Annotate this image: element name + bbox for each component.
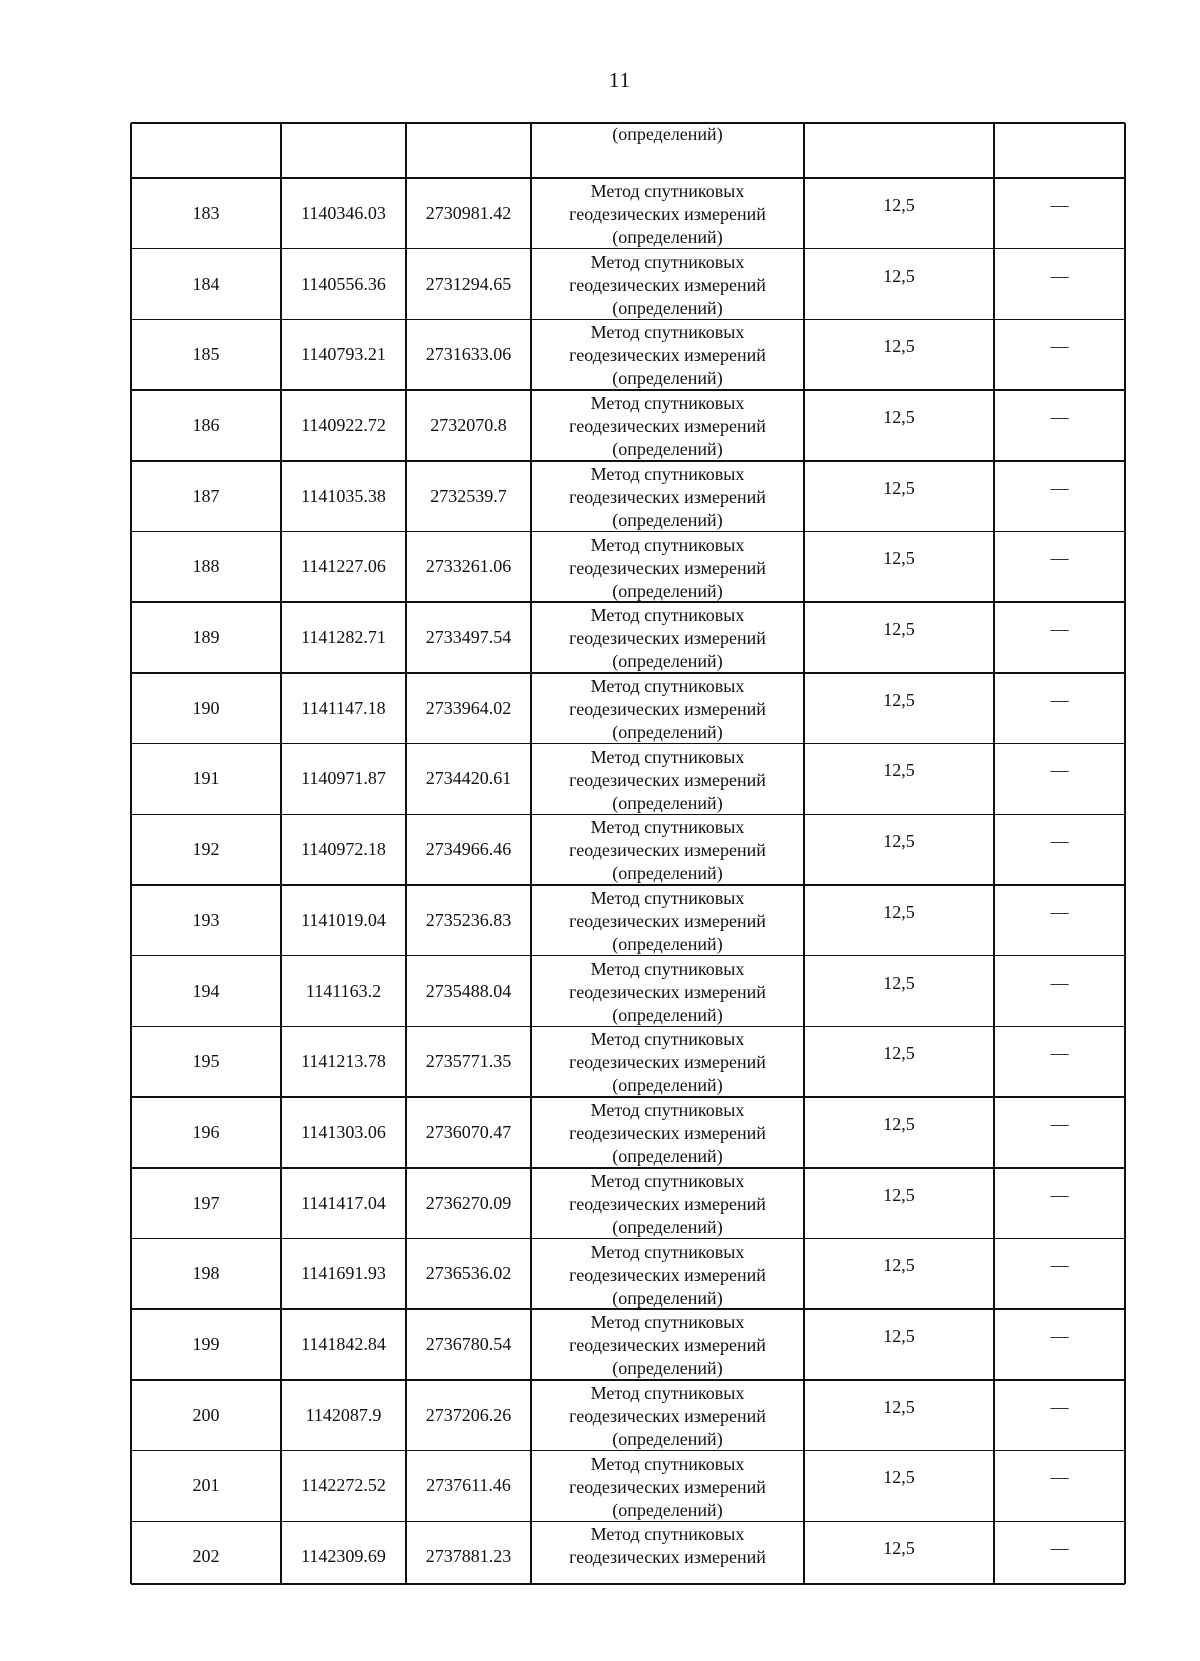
accuracy-cell: 12,5 bbox=[883, 406, 915, 427]
y-coordinate-cell: 2734420.61 bbox=[425, 768, 512, 789]
method-line: Метод спутниковых bbox=[590, 322, 745, 343]
accuracy-cell: 12,5 bbox=[883, 477, 915, 498]
y-coordinate-cell: 2736780.54 bbox=[425, 1334, 512, 1355]
note-cell: — bbox=[1050, 1326, 1069, 1347]
method-line: геодезических измерений bbox=[569, 1123, 766, 1144]
y-coordinate-cell: 2735771.35 bbox=[425, 1051, 512, 1072]
method-line: (определений) bbox=[612, 1499, 723, 1520]
x-coordinate-cell: 1141417.04 bbox=[301, 1192, 386, 1213]
method-line: Метод спутниковых bbox=[590, 605, 745, 626]
note-cell: — bbox=[1050, 1538, 1069, 1559]
y-coordinate-cell: 2737206.26 bbox=[425, 1404, 512, 1425]
method-line: Метод спутниковых bbox=[590, 746, 745, 767]
method-line: геодезических измерений bbox=[569, 345, 766, 366]
table-horizontal-rule bbox=[131, 122, 1125, 124]
x-coordinate-cell: 1141282.71 bbox=[301, 627, 386, 648]
method-line: геодезических измерений bbox=[569, 1335, 766, 1356]
table-horizontal-rule bbox=[131, 1583, 1125, 1585]
method-line: (определений) bbox=[612, 227, 723, 247]
method-line: Метод спутниковых bbox=[590, 1524, 745, 1545]
accuracy-cell: 12,5 bbox=[883, 265, 915, 286]
method-cell bbox=[531, 1523, 804, 1569]
accuracy-cell: 12,5 bbox=[883, 1043, 915, 1064]
note-cell: — bbox=[1050, 760, 1069, 781]
method-line: геодезических измерений bbox=[569, 1405, 766, 1426]
method-line: (определений) bbox=[612, 1216, 723, 1237]
accuracy-cell: 12,5 bbox=[883, 972, 915, 993]
method-line: (определений) bbox=[612, 368, 723, 389]
method-line: (определений) bbox=[612, 297, 723, 318]
y-coordinate-cell: 2733261.06 bbox=[425, 556, 512, 577]
accuracy-cell: 12,5 bbox=[883, 336, 915, 357]
method-line: (определений) bbox=[612, 1428, 723, 1449]
accuracy-cell: 12,5 bbox=[883, 1113, 915, 1134]
method-line: (определений) bbox=[612, 1146, 723, 1167]
method-line: Метод спутниковых bbox=[590, 1170, 745, 1191]
note-cell: — bbox=[1050, 1113, 1069, 1134]
coordinates-table bbox=[131, 123, 1125, 1584]
point-number-cell: 200 bbox=[192, 1404, 220, 1425]
method-cell bbox=[531, 392, 804, 461]
x-coordinate-cell: 1140556.36 bbox=[301, 273, 386, 294]
accuracy-cell: 12,5 bbox=[883, 1396, 915, 1417]
note-cell: — bbox=[1050, 972, 1069, 993]
method-cell bbox=[531, 675, 804, 744]
method-line: (определений) bbox=[612, 509, 723, 530]
point-number-cell: 185 bbox=[192, 344, 220, 365]
note-cell: — bbox=[1050, 1184, 1069, 1205]
method-cell bbox=[531, 321, 804, 390]
point-number-cell: 197 bbox=[192, 1192, 220, 1213]
point-number-cell: 188 bbox=[192, 556, 220, 577]
y-coordinate-cell: 2733964.02 bbox=[425, 697, 512, 718]
point-number-cell: 194 bbox=[192, 980, 220, 1001]
point-number-cell: 201 bbox=[192, 1475, 220, 1496]
accuracy-cell: 12,5 bbox=[883, 760, 915, 781]
method-line: (определений) bbox=[612, 580, 723, 601]
x-coordinate-cell: 1141227.06 bbox=[301, 556, 386, 577]
x-coordinate-cell: 1141213.78 bbox=[301, 1051, 386, 1072]
method-line: Метод спутниковых bbox=[590, 817, 745, 838]
method-line: геодезических измерений bbox=[569, 1052, 766, 1073]
method-line: (определений) bbox=[612, 934, 723, 954]
method-line: Метод спутниковых bbox=[590, 888, 745, 908]
note-cell: — bbox=[1050, 619, 1069, 640]
point-number-cell: 187 bbox=[192, 485, 220, 506]
x-coordinate-cell: 1140346.03 bbox=[301, 202, 386, 223]
point-number-cell: 189 bbox=[192, 627, 220, 648]
note-cell: — bbox=[1050, 194, 1069, 215]
x-coordinate-cell: 1141842.84 bbox=[301, 1334, 386, 1355]
table-horizontal-rule bbox=[131, 177, 1125, 179]
method-line: Метод спутниковых bbox=[590, 1453, 745, 1474]
y-coordinate-cell: 2734966.46 bbox=[425, 839, 512, 860]
y-coordinate-cell: 2737611.46 bbox=[426, 1475, 511, 1496]
method-line: Метод спутниковых bbox=[590, 1382, 745, 1403]
point-number-cell: 196 bbox=[192, 1121, 220, 1142]
method-line: (определений) bbox=[612, 1287, 723, 1308]
method-line: Метод спутниковых bbox=[590, 181, 745, 201]
x-coordinate-cell: 1141019.04 bbox=[301, 909, 386, 930]
method-cell-continuation: (определений) bbox=[612, 124, 723, 144]
method-line: геодезических измерений bbox=[569, 557, 766, 578]
x-coordinate-cell: 1142272.52 bbox=[301, 1475, 386, 1496]
accuracy-cell: 12,5 bbox=[883, 1538, 915, 1559]
method-line: геодезических измерений bbox=[569, 840, 766, 861]
accuracy-cell: 12,5 bbox=[883, 901, 915, 922]
note-cell: — bbox=[1050, 689, 1069, 710]
method-line: Метод спутниковых bbox=[590, 1312, 745, 1333]
method-line: (определений) bbox=[612, 721, 723, 742]
method-line: (определений) bbox=[612, 1075, 723, 1096]
y-coordinate-cell: 2736270.09 bbox=[425, 1192, 512, 1213]
note-cell: — bbox=[1050, 336, 1069, 357]
method-cell bbox=[531, 746, 804, 815]
y-coordinate-cell: 2733497.54 bbox=[425, 627, 512, 648]
note-cell: — bbox=[1050, 901, 1069, 922]
x-coordinate-cell: 1141147.18 bbox=[301, 697, 386, 718]
y-coordinate-cell: 2730981.42 bbox=[425, 202, 512, 223]
method-line: (определений) bbox=[612, 1004, 723, 1025]
point-number-cell: 190 bbox=[192, 697, 220, 718]
y-coordinate-cell: 2731294.65 bbox=[425, 273, 512, 294]
page-number: 11 bbox=[608, 68, 632, 92]
method-line: (определений) bbox=[612, 792, 723, 813]
point-number-cell: 191 bbox=[192, 768, 220, 789]
x-coordinate-cell: 1141691.93 bbox=[301, 1263, 386, 1284]
method-line: Метод спутниковых bbox=[590, 1029, 745, 1050]
method-cell bbox=[531, 180, 804, 249]
point-number-cell: 202 bbox=[192, 1546, 220, 1567]
method-cell bbox=[531, 1028, 804, 1097]
accuracy-cell: 12,5 bbox=[883, 619, 915, 640]
method-cell bbox=[531, 534, 804, 603]
point-number-cell: 183 bbox=[192, 202, 220, 223]
method-cell bbox=[531, 463, 804, 532]
note-cell: — bbox=[1050, 1396, 1069, 1417]
point-number-cell: 198 bbox=[192, 1263, 220, 1284]
x-coordinate-cell: 1140971.87 bbox=[301, 768, 386, 789]
note-cell: — bbox=[1050, 1467, 1069, 1488]
method-line: геодезических измерений bbox=[569, 1476, 766, 1497]
method-line: Метод спутниковых bbox=[590, 251, 745, 272]
method-cell bbox=[531, 887, 804, 956]
accuracy-cell: 12,5 bbox=[883, 689, 915, 710]
method-line: Метод спутниковых bbox=[590, 1241, 745, 1262]
method-line: геодезических измерений bbox=[569, 628, 766, 649]
method-line: Метод спутниковых bbox=[590, 393, 745, 414]
method-cell bbox=[531, 1241, 804, 1310]
method-line: (определений) bbox=[612, 1358, 723, 1379]
method-line: геодезических измерений bbox=[569, 698, 766, 719]
method-line: Метод спутниковых bbox=[590, 534, 745, 555]
x-coordinate-cell: 1140972.18 bbox=[301, 839, 386, 860]
point-number-cell: 195 bbox=[192, 1051, 220, 1072]
y-coordinate-cell: 2732539.7 bbox=[430, 485, 507, 506]
y-coordinate-cell: 2735488.04 bbox=[425, 980, 512, 1001]
note-cell: — bbox=[1050, 477, 1069, 498]
method-cell bbox=[531, 1099, 804, 1168]
method-cell bbox=[531, 1453, 804, 1522]
method-line: Метод спутниковых bbox=[590, 958, 745, 979]
method-line: геодезических измерений bbox=[569, 769, 766, 790]
accuracy-cell: 12,5 bbox=[883, 1255, 915, 1276]
accuracy-cell: 12,5 bbox=[883, 1467, 915, 1488]
method-line: Метод спутниковых bbox=[590, 463, 745, 484]
y-coordinate-cell: 2737881.23 bbox=[425, 1546, 512, 1567]
point-number-cell: 184 bbox=[192, 273, 220, 294]
note-cell: — bbox=[1050, 1043, 1069, 1064]
method-line: Метод спутниковых bbox=[590, 675, 745, 696]
method-cell bbox=[531, 1311, 804, 1380]
method-line: геодезических измерений bbox=[569, 911, 766, 931]
method-line: геодезических измерений bbox=[569, 1193, 766, 1214]
method-line: геодезических измерений bbox=[569, 274, 766, 295]
x-coordinate-cell: 1142309.69 bbox=[301, 1546, 386, 1567]
method-line: геодезических измерений bbox=[569, 1547, 766, 1568]
method-cell bbox=[531, 251, 804, 320]
method-line: геодезических измерений bbox=[569, 981, 766, 1002]
point-number-cell: 186 bbox=[192, 414, 220, 435]
accuracy-cell: 12,5 bbox=[883, 194, 915, 215]
y-coordinate-cell: 2731633.06 bbox=[425, 344, 512, 365]
accuracy-cell: 12,5 bbox=[883, 548, 915, 569]
x-coordinate-cell: 1141035.38 bbox=[301, 485, 386, 506]
x-coordinate-cell: 1141163.2 bbox=[305, 980, 382, 1001]
y-coordinate-cell: 2735236.83 bbox=[425, 909, 512, 930]
x-coordinate-cell: 1140793.21 bbox=[301, 344, 386, 365]
point-number-cell: 193 bbox=[192, 909, 220, 930]
method-cell bbox=[531, 1382, 804, 1451]
method-line: геодезических измерений bbox=[569, 204, 766, 224]
accuracy-cell: 12,5 bbox=[883, 1326, 915, 1347]
x-coordinate-cell: 1140922.72 bbox=[301, 414, 386, 435]
method-line: геодезических измерений bbox=[569, 1264, 766, 1285]
method-line: (определений) bbox=[612, 863, 723, 884]
point-number-cell: 192 bbox=[192, 839, 220, 860]
note-cell: — bbox=[1050, 406, 1069, 427]
y-coordinate-cell: 2736536.02 bbox=[425, 1263, 512, 1284]
method-line: (определений) bbox=[612, 439, 723, 460]
y-coordinate-cell: 2736070.47 bbox=[425, 1121, 512, 1142]
method-cell bbox=[531, 958, 804, 1027]
accuracy-cell: 12,5 bbox=[883, 1184, 915, 1205]
method-line: геодезических измерений bbox=[569, 416, 766, 437]
accuracy-cell: 12,5 bbox=[883, 831, 915, 852]
y-coordinate-cell: 2732070.8 bbox=[430, 414, 507, 435]
method-cell bbox=[531, 1170, 804, 1239]
point-number-cell: 199 bbox=[192, 1334, 220, 1355]
method-line: (определений) bbox=[612, 651, 723, 672]
note-cell: — bbox=[1050, 548, 1069, 569]
method-cell bbox=[531, 816, 804, 885]
note-cell: — bbox=[1050, 265, 1069, 286]
method-line: геодезических измерений bbox=[569, 486, 766, 507]
method-cell bbox=[531, 604, 804, 673]
note-cell: — bbox=[1050, 1255, 1069, 1276]
note-cell: — bbox=[1050, 831, 1069, 852]
method-line: Метод спутниковых bbox=[590, 1100, 745, 1121]
x-coordinate-cell: 1142087.9 bbox=[305, 1404, 382, 1425]
x-coordinate-cell: 1141303.06 bbox=[301, 1121, 386, 1142]
